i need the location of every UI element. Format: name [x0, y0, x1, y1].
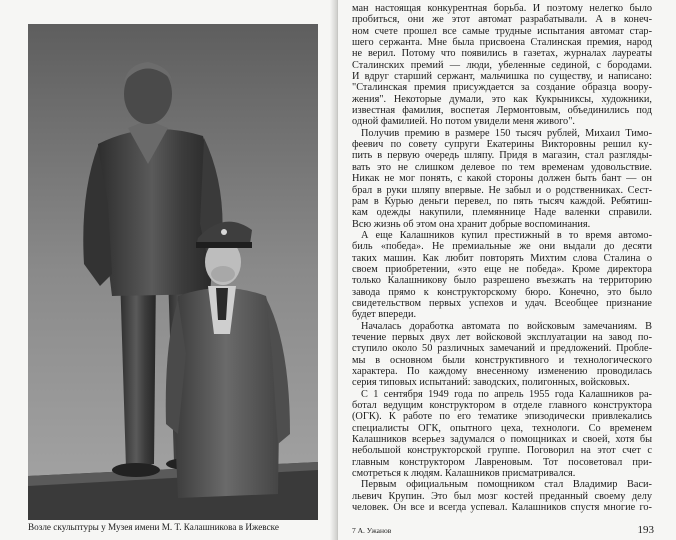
text-line: И вдруг старший сержант, мальчишка по существу, и написано: [352, 71, 652, 83]
text-line: завода прямо к конструкторскому бюро. Конечно, это было [352, 286, 652, 298]
text-line: Никак не мог понять, с какой стороны должен быть бант — он [352, 173, 652, 185]
text-line: брал в руки шляпу впервые. Не забыл и о родственниках. Сест- [352, 184, 652, 196]
text-line: вать это не слишком делевое по тем временам удовольствие. [352, 161, 652, 173]
text-line: ман настоящая конкурентная борьба. И поэтому нелегко было [352, 3, 652, 14]
left-page [0, 0, 336, 540]
text-line: специалисты ОГК, опытного цеха, технологи. Со временем [352, 422, 652, 434]
page-footer [352, 524, 654, 538]
text-line: льевич Крупин. Это был мозг костей преданный своему делу [352, 490, 652, 502]
text-line: (ОГК). К работе по его тематике эпизодически привлекались [352, 411, 652, 423]
photo-kalashnikov-statue [28, 24, 318, 520]
text-line: С 1 сентября 1949 года по апрель 1955 года Калашников ра- [361, 388, 652, 400]
text-line: небольшой конструкторской группе. Поговорил на этот счет с [352, 445, 652, 457]
text-line: кам одежды накупили, племяннице Наде валенки справили. [352, 207, 652, 219]
text-line: мы в основном были конструктивного и технологического [352, 354, 652, 366]
text-line: не верил. Потому что появились в газетах, журналах лауреаты [352, 48, 652, 60]
text-line: главным конструктором Лавреновым. Тот посоветовал при- [352, 456, 652, 468]
text-line: ном счете прошел все самые трудные испытания автомат стар- [352, 25, 652, 37]
text-line: только Калашникову было разрешено въезжать на территорию [352, 275, 652, 287]
text-line: пробиться, они же этот автомат разрабатывали. А в конеч- [352, 14, 652, 26]
footer-signature-note: 7 А. Ужанов [352, 526, 392, 535]
text-line: шего сержанта. Мне была присвоена Сталинская премия, народ [352, 37, 652, 49]
text-line: Сталинских премий — люди, убеленные сединой, с бородами. [352, 59, 652, 71]
text-line: "Сталинская премия присуждается за создание образца воору- [352, 82, 652, 94]
text-line: своем приобретении, «это еще не победа». Кроме директора [352, 263, 652, 275]
text-line: серия типовых испытаний: заводских, полигонных, войсковых. [352, 377, 630, 389]
text-line: будет впереди. [352, 309, 417, 321]
text-line: рам в Курью деньги перевел, по пять тысяч каждой. Ребятиш- [352, 195, 652, 207]
text-line: ступило около 50 различных замечаний и предложений. Пробле- [352, 343, 652, 355]
page-number: 193 [637, 524, 654, 536]
text-line: Всю жизнь об этом она хранит добрые воспоминания. [352, 218, 591, 230]
text-line: Получив премию в размере 150 тысяч рублей, Михаил Тимо- [361, 127, 652, 139]
text-line: биль «победа». Не премиальные же они выдали до десяти [352, 241, 652, 253]
text-line: жения". Некоторые думали, это как Кукрыниксы, художники, [352, 93, 652, 105]
photo-image [28, 24, 318, 520]
text-line: одной фамилией. Но потом увидели меня живого". [352, 116, 575, 128]
text-line: Калашников всерьез задумался о помощниках и своей, хотя бы [352, 434, 652, 446]
text-line: таких машин. Как любит повторять Михтим слова Сталина о [352, 252, 652, 264]
text-line: пить в первую очередь шляпу. Придя в магазин, стал разгляды- [352, 150, 652, 162]
text-line: известная фамилия, воспетая Лермонтовым, объединились под [352, 105, 652, 117]
text-line: феевич по совету супруги Екатерины Викторовны решил ку- [352, 139, 652, 151]
text-line: Первым официальным помощником стал Владимир Васи- [361, 479, 652, 491]
text-line: А еще Калашников купил престижный в то время автомо- [361, 229, 652, 241]
text-line: течение первых двух лет войсковой эксплуатации на завод по- [352, 331, 652, 343]
text-line: человек. Он все и всегда успевал. Калашников спустя многие го- [352, 502, 652, 514]
text-line: свидетельством первых успехов и удач. Всеобщее признание [352, 297, 652, 309]
photo-caption: Возле скульптуры у Музея имени М. Т. Калашникова в Ижевске [28, 522, 279, 532]
text-line: смотреться к людям. Калашников присматривался. [352, 468, 576, 480]
text-line: Началась доработка автомата по войсковым замечаниям. В [361, 320, 652, 332]
body-text [352, 3, 652, 513]
text-line: характера. По каждому внесенному изменению проводилась [352, 366, 652, 377]
text-line: ботал ведущим конструктором в отделе главного конструктора [352, 400, 652, 412]
